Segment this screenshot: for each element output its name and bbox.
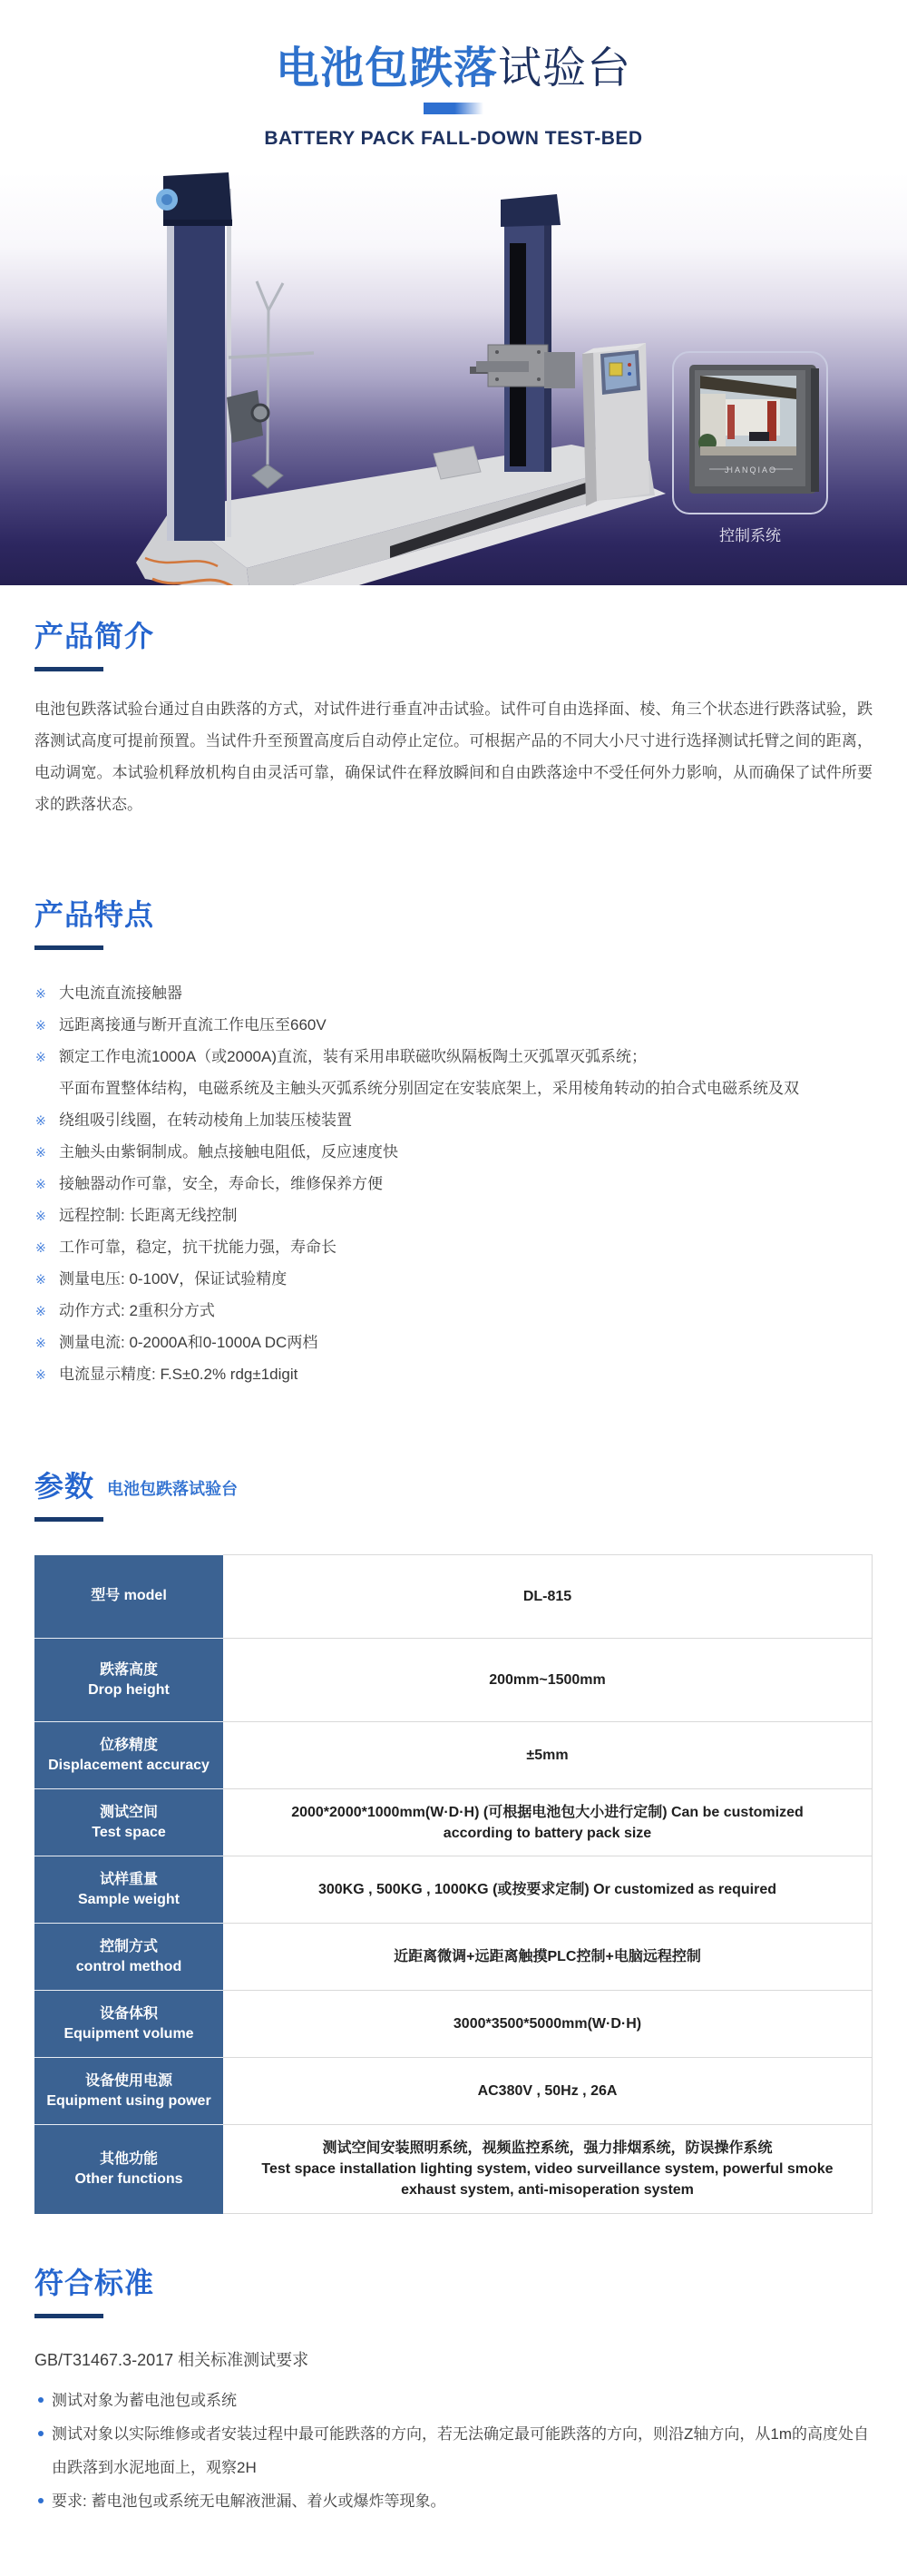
- list-item: ※ 绕组吸引线圈，在转动棱角上加装压棱装置: [34, 1104, 873, 1136]
- intro-heading: 产品简介: [34, 620, 155, 652]
- spec-label: 其他功能 Other functions: [34, 2125, 223, 2214]
- section-intro: [34, 618, 873, 820]
- list-item: ※ 远程控制: 长距离无线控制: [34, 1200, 873, 1231]
- feature-marker: ※: [35, 1177, 46, 1191]
- table-row: [34, 1856, 873, 1924]
- section-features: [34, 896, 873, 1390]
- spec-label: 型号 model: [34, 1555, 223, 1639]
- params-heading-row: [34, 1468, 873, 1504]
- list-item: ※ 远距离接通与断开直流工作电压至660V: [34, 1009, 873, 1041]
- table-row: [34, 1555, 873, 1639]
- heading-underline: [34, 945, 103, 950]
- touchscreen-photo: [698, 376, 796, 455]
- feature-list: [34, 977, 873, 1390]
- spec-value: 测试空间安装照明系统，视频监控系统，强力排烟系统，防误操作系统 Test space installation lighting system, video surveillance system, powerful smoke exhaust system, anti-misoperation system: [223, 2125, 873, 2214]
- feature-marker: ※: [35, 1113, 46, 1128]
- feature-marker: ※: [35, 1367, 46, 1382]
- list-item: 要求: 蓄电池包或系统无电解液泄漏、着火或爆炸等现象。: [34, 2484, 873, 2518]
- list-item: ※ 接触器动作可靠，安全，寿命长，维修保养方便: [34, 1168, 873, 1200]
- features-heading: 产品特点: [34, 898, 155, 931]
- page-title-zh-blue: 电池包跌落: [275, 44, 498, 93]
- table-row: [34, 1789, 873, 1856]
- spec-label: 设备使用电源 Equipment using power: [34, 2058, 223, 2125]
- heading-underline: [34, 1517, 103, 1522]
- page-title-zh-navy: 试验台: [498, 44, 632, 93]
- feature-marker: ※: [35, 1272, 46, 1287]
- spec-value: DL-815: [223, 1555, 873, 1639]
- spec-table: [34, 1554, 873, 2214]
- table-row: [34, 2058, 873, 2125]
- console: [582, 343, 649, 506]
- spec-label: 设备体积 Equipment volume: [34, 1991, 223, 2058]
- list-item: ※ 测量电压: 0-100V，保证试验精度: [34, 1263, 873, 1295]
- spec-value: 200mm~1500mm: [223, 1639, 873, 1722]
- list-item: ※ 动作方式: 2重积分方式: [34, 1295, 873, 1327]
- section-standards: [34, 2265, 873, 2518]
- spec-value: 近距离微调+远距离触摸PLC控制+电脑远程控制: [223, 1924, 873, 1991]
- feature-marker: ※: [35, 1209, 46, 1223]
- list-item: ※ 额定工作电流1000A（或2000A)直流，装有采用串联磁吹纵隔板陶土灭弧罩灭弧系统；: [34, 1041, 873, 1073]
- right-column: [470, 194, 575, 472]
- table-row: [34, 2125, 873, 2214]
- table-row: [34, 1991, 873, 2058]
- control-system-card: [673, 352, 827, 514]
- params-heading: 参数: [34, 1470, 95, 1503]
- spec-label: 控制方式 control method: [34, 1924, 223, 1991]
- left-column: [156, 172, 232, 541]
- spec-label: 位移精度 Displacement accuracy: [34, 1722, 223, 1789]
- heading-underline: [34, 667, 103, 671]
- list-item: ※ 电流显示精度: F.S±0.2% rdg±1digit: [34, 1358, 873, 1390]
- hero-banner: [0, 172, 907, 585]
- spec-value: 300KG , 500KG , 1000KG (或按要求定制) Or customized as required: [223, 1856, 873, 1924]
- page-title: [0, 44, 907, 94]
- standards-list: [34, 2384, 873, 2518]
- spec-value: AC380V , 50Hz , 26A: [223, 2058, 873, 2125]
- list-item: 测试对象为蓄电池包或系统: [34, 2384, 873, 2417]
- table-row: [34, 1639, 873, 1722]
- list-item: 测试对象以实际维修或者安装过程中最可能跌落的方向，若无法确定最可能跌落的方向，则沿Z轴方向，从1m的高度处自由跌落到水泥地面上，观察2H: [34, 2417, 873, 2484]
- screen-brand-text: JIANQIAO: [724, 465, 778, 475]
- machine-illustration: [0, 172, 907, 585]
- spec-label: 测试空间 Test space: [34, 1789, 223, 1856]
- heading-underline: [34, 2314, 103, 2318]
- feature-marker: ※: [35, 1145, 46, 1160]
- page-subtitle-en: BATTERY PACK FALL-DOWN TEST-BED: [264, 128, 643, 149]
- list-item: ※ 主触头由紫铜制成。触点接触电阻低，反应速度快: [34, 1136, 873, 1168]
- standards-heading: 符合标准: [34, 2267, 155, 2299]
- list-item: ※ 工作可靠，稳定，抗干扰能力强，寿命长: [34, 1231, 873, 1263]
- feature-marker: ※: [35, 1240, 46, 1255]
- list-item: ※ 测量电流: 0-2000A和0-1000A DC两档: [34, 1327, 873, 1358]
- feature-marker: ※: [35, 1336, 46, 1350]
- spec-label: 试样重量 Sample weight: [34, 1856, 223, 1924]
- page-content: [0, 618, 907, 2518]
- feature-marker: ※: [35, 986, 46, 1001]
- title-accent-bar: [424, 103, 483, 114]
- standards-reference: GB/T31467.3-2017 相关标准测试要求: [34, 2351, 309, 2369]
- feature-marker: ※: [35, 1304, 46, 1318]
- spec-value: 2000*2000*1000mm(W·D·H) (可根据电池包大小进行定制) Can be customized according to battery pack size: [223, 1789, 873, 1856]
- spec-label: 跌落高度 Drop height: [34, 1639, 223, 1722]
- spec-value: 3000*3500*5000mm(W·D·H): [223, 1991, 873, 2058]
- feature-marker: ※: [35, 1050, 46, 1064]
- section-params: [34, 1468, 873, 2214]
- table-row: [34, 1722, 873, 1789]
- spec-value: ±5mm: [223, 1722, 873, 1789]
- table-row: [34, 1924, 873, 1991]
- drop-hanger: [227, 281, 314, 488]
- list-item: ※ 大电流直流接触器: [34, 977, 873, 1009]
- list-item-continuation: 平面布置整体结构，电磁系统及主触头灭弧系统分别固定在安装底架上，采用棱角转动的拍合式电磁系统及双: [59, 1080, 799, 1097]
- feature-marker: ※: [35, 1018, 46, 1033]
- params-subheading: 电池包跌落试验台: [107, 1480, 239, 1498]
- masthead: [0, 0, 907, 150]
- control-system-label: 控制系统: [719, 527, 781, 544]
- intro-body: 电池包跌落试验台通过自由跌落的方式，对试件进行垂直冲击试验。试件可自由选择面、棱、角三个状态进行跌落试验，跌落测试高度可提前预置。当试件升至预置高度后自动停止定位。可根据产品的不同大小尺寸进行选择测试托臂之间的距离，电动调宽。本试验机释放机构自由灵活可靠，确保试件在释放瞬间和自由跌落途中不受任何外力影响，从而确保了试件所要求的跌落状态。: [34, 700, 873, 813]
